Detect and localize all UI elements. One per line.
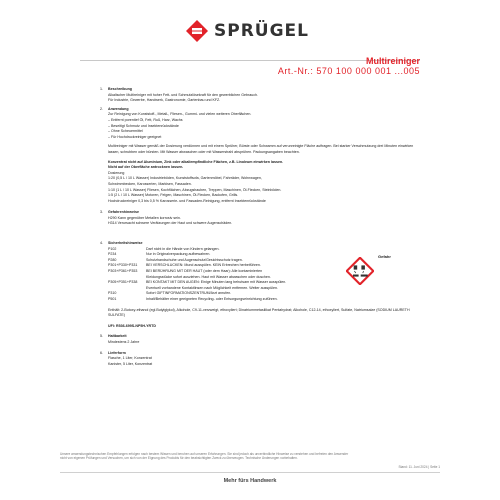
signal-word: Gefahr xyxy=(378,254,391,259)
section-number: 6. xyxy=(100,350,103,355)
dosage-line: Hochdruckreiniger 0,3 bis 0,5 % Karosserie- und Fassaden-Reinigung, entfernt Insektenrückstände xyxy=(108,198,266,203)
precaution-code: P310 xyxy=(108,291,117,296)
precaution-code: P234 xyxy=(108,252,117,257)
section-number: 1. xyxy=(100,87,103,91)
footer-slogan: Mehr fürs Handwerk xyxy=(223,478,277,484)
article-number: Art.-Nr.: 570 100 000 001 ...005 xyxy=(277,66,420,76)
instructions-paragraph: Multireiniger mit Wasser gemäß der Dosierung verdünnen und mit einem Sprüher, Bürste oder Schwamm auf verunreinigte Fläche auftragen. Bei starker Verschmutzung drei Minuten einwirken lassen, schrubben oder bürsten. Mit Wasser abwaschen oder mit Wasserstrahl absprühen. Packungsangaben beachten. xyxy=(108,144,414,154)
warning-line: Konzentrat nicht auf Aluminium, Zink oder alkaliempfindliche Flächen, z.B. Linoleum einwirken lassen. xyxy=(108,159,284,164)
dosage-line: 1:5 (2 L / 10 L Wasser) Motoren, Felgen, Maschinen, Öl-Flecken, Backofen, Grills. xyxy=(108,193,239,198)
text-line: – Für Hochdruckreiniger geeignet xyxy=(108,134,162,139)
precaution-text: BEI VERSCHLUCKEN: Mund ausspülen. KEIN Erbrechen herbeiführen. xyxy=(146,263,261,268)
precaution-text: Darf nicht in die Hände von Kindern gelangen. xyxy=(146,246,220,251)
hazard-statement: H290 Kann gegenüber Metallen korrosiv sein. xyxy=(108,215,181,220)
precaution-text: BEI BERÜHRUNG MIT DER HAUT (oder dem Haar): Alle kontaminierten xyxy=(146,269,263,274)
precaution-code: P501 xyxy=(108,297,117,301)
dosage-line: 1:20 (0,5 L / 10 L Wasser) Industrieböden, Kunststoffsofa, Gartenmöbel, Fahrräder, Wohnwagen, xyxy=(108,176,262,181)
precaution-text: Kleidungsstücke sofort ausziehen. Haut mit Wasser abwaschen oder duschen. xyxy=(146,274,271,279)
section-title: Anwendung xyxy=(108,106,129,111)
section-number: 2. xyxy=(100,106,103,111)
sprugel-logo-icon xyxy=(186,20,208,42)
section-title: Beschreibung xyxy=(108,87,132,91)
section-5-text xyxy=(108,340,420,346)
section-title: Gefahrenhinweise xyxy=(108,210,139,215)
text-line: Mindestens 2 Jahre xyxy=(108,339,140,344)
precaution-text: Schutzhandschuhe und Augenschutz/Gesichtsschutz tragen. xyxy=(146,257,243,262)
disclaimer-line: Unsere anwendungstechnischen Empfehlungen erfolgen nach bestem Wissen und beruhen auf unseren Erfahrungen. Sie sind jedoch als unverbindliche Hinweise zu verstehen und befreien den Anwender xyxy=(60,452,349,456)
text-line: – Ohne Scheuermittel xyxy=(108,129,143,134)
document-body xyxy=(100,84,420,367)
section-2-text xyxy=(108,112,420,204)
section-3-text xyxy=(108,216,420,227)
text-line: Zur Reinigung von Kunststoff-, Metall-, Fliesen-, Gummi- und vielen weiteren Oberflächen. xyxy=(108,112,252,117)
precaution-row xyxy=(108,297,420,303)
section-title: Haltbarkeit xyxy=(108,334,127,339)
section-number: 3. xyxy=(100,210,103,215)
precaution-text: Nur in Originalverpackung aufbewahren. xyxy=(146,252,211,257)
text-line: Für Industrie, Gewerbe, Handwerk, Gastronomie, Gartenbau und KFZ. xyxy=(108,98,221,103)
precaution-text: Inhalt/Behälter einer geeigneten Recycling- oder Entsorgungseinrichtung zuführen. xyxy=(146,297,278,301)
text-line: Flasche, 1 Liter, Konzentrat xyxy=(108,356,152,361)
precaution-code: P280 xyxy=(108,257,117,262)
ingredients-text: Enthält: 2-Butoxy-ethanol (egl.Butylglykol), Alkohole, C9-11-verzweigt, ethoxyliert; Dinatriummetasilikat Pentahydrat; Alkohole, C12-14, ethoxyliert, Sulfate, Natriumsalze (SODIUM LAURETH SULFATE) xyxy=(108,307,410,318)
section-1-text xyxy=(108,93,420,104)
text-line: – Entfernt porentief Öl, Fett, Ruß, Harz, Wachs xyxy=(108,117,183,122)
dosage-title: Dosierung xyxy=(108,170,125,175)
ghs-corrosion-icon xyxy=(346,257,374,285)
section-6-text xyxy=(108,356,420,367)
text-line: Kanister, 5 Liter, Konzentrat xyxy=(108,361,153,366)
document-date: Stand: 11. Juni 2024 | Seite 1 xyxy=(398,465,440,469)
precaution-text: Eventuell vorhandene Kontaktlinsen nach Möglichkeit entfernen. Weiter ausspülen. xyxy=(146,285,278,290)
precaution-text: Sofort GIFTINFORMATIONSZENTRUM/Arzt anrufen. xyxy=(146,291,232,296)
precaution-code: P102 xyxy=(108,246,117,251)
precaution-code: P301+P330+P331 xyxy=(108,263,138,268)
text-line: – Beseitigt Schmutz und Insektenrückstände xyxy=(108,123,179,128)
disclaimer xyxy=(60,452,440,461)
footer-rule xyxy=(60,472,440,473)
ufi-code: UFI: R536-699S-NP5H-YRTD xyxy=(108,323,156,328)
precaution-code: P303+P361+P353 xyxy=(108,269,138,274)
document-title: Multireiniger xyxy=(365,56,420,66)
brand-name: SPRÜGEL xyxy=(214,21,309,41)
brand-logo xyxy=(186,20,309,42)
precaution-text: BEI KONTAKT MIT DEN AUGEN: Einige Minuten lang behutsam mit Wasser ausspülen. xyxy=(146,280,287,285)
section-title: Sicherheitshinweise xyxy=(108,241,143,246)
dosage-line: 1:10 (1 L / 10 L Wasser) Fliesen, Kochflächen, Abzugshauben, Treppen, Maschinen, Öl-Flecken, Steinböden. xyxy=(108,187,282,192)
dosage-line: Schwimmbecken, Karosserien, Markisen, Fassaden. xyxy=(108,181,192,186)
precaution-code: P305+P351+P338 xyxy=(108,280,138,285)
hazard-statement: H314 Verursacht schwere Verätzungen der Haut und schwere Augenschäden. xyxy=(108,221,233,226)
disclaimer-line: nicht von eigenen Prüfungen und Versuchen, um sich von der Eignung des Produkts für den beabsichtigten Zweck zu überzeugen. Technische Änderungen vorbehalten. xyxy=(60,456,298,461)
text-line: Alkalischer Multireiniger mit hoher Fett- und Schmutzlösekraft für den gewerblichen Gebrauch. xyxy=(108,92,259,97)
warning-line: Nicht auf der Oberfläche antrocknen lassen. xyxy=(108,165,184,170)
section-title: Lieferform xyxy=(108,350,126,355)
section-number: 5. xyxy=(100,334,103,339)
section-number: 4. xyxy=(100,241,103,246)
